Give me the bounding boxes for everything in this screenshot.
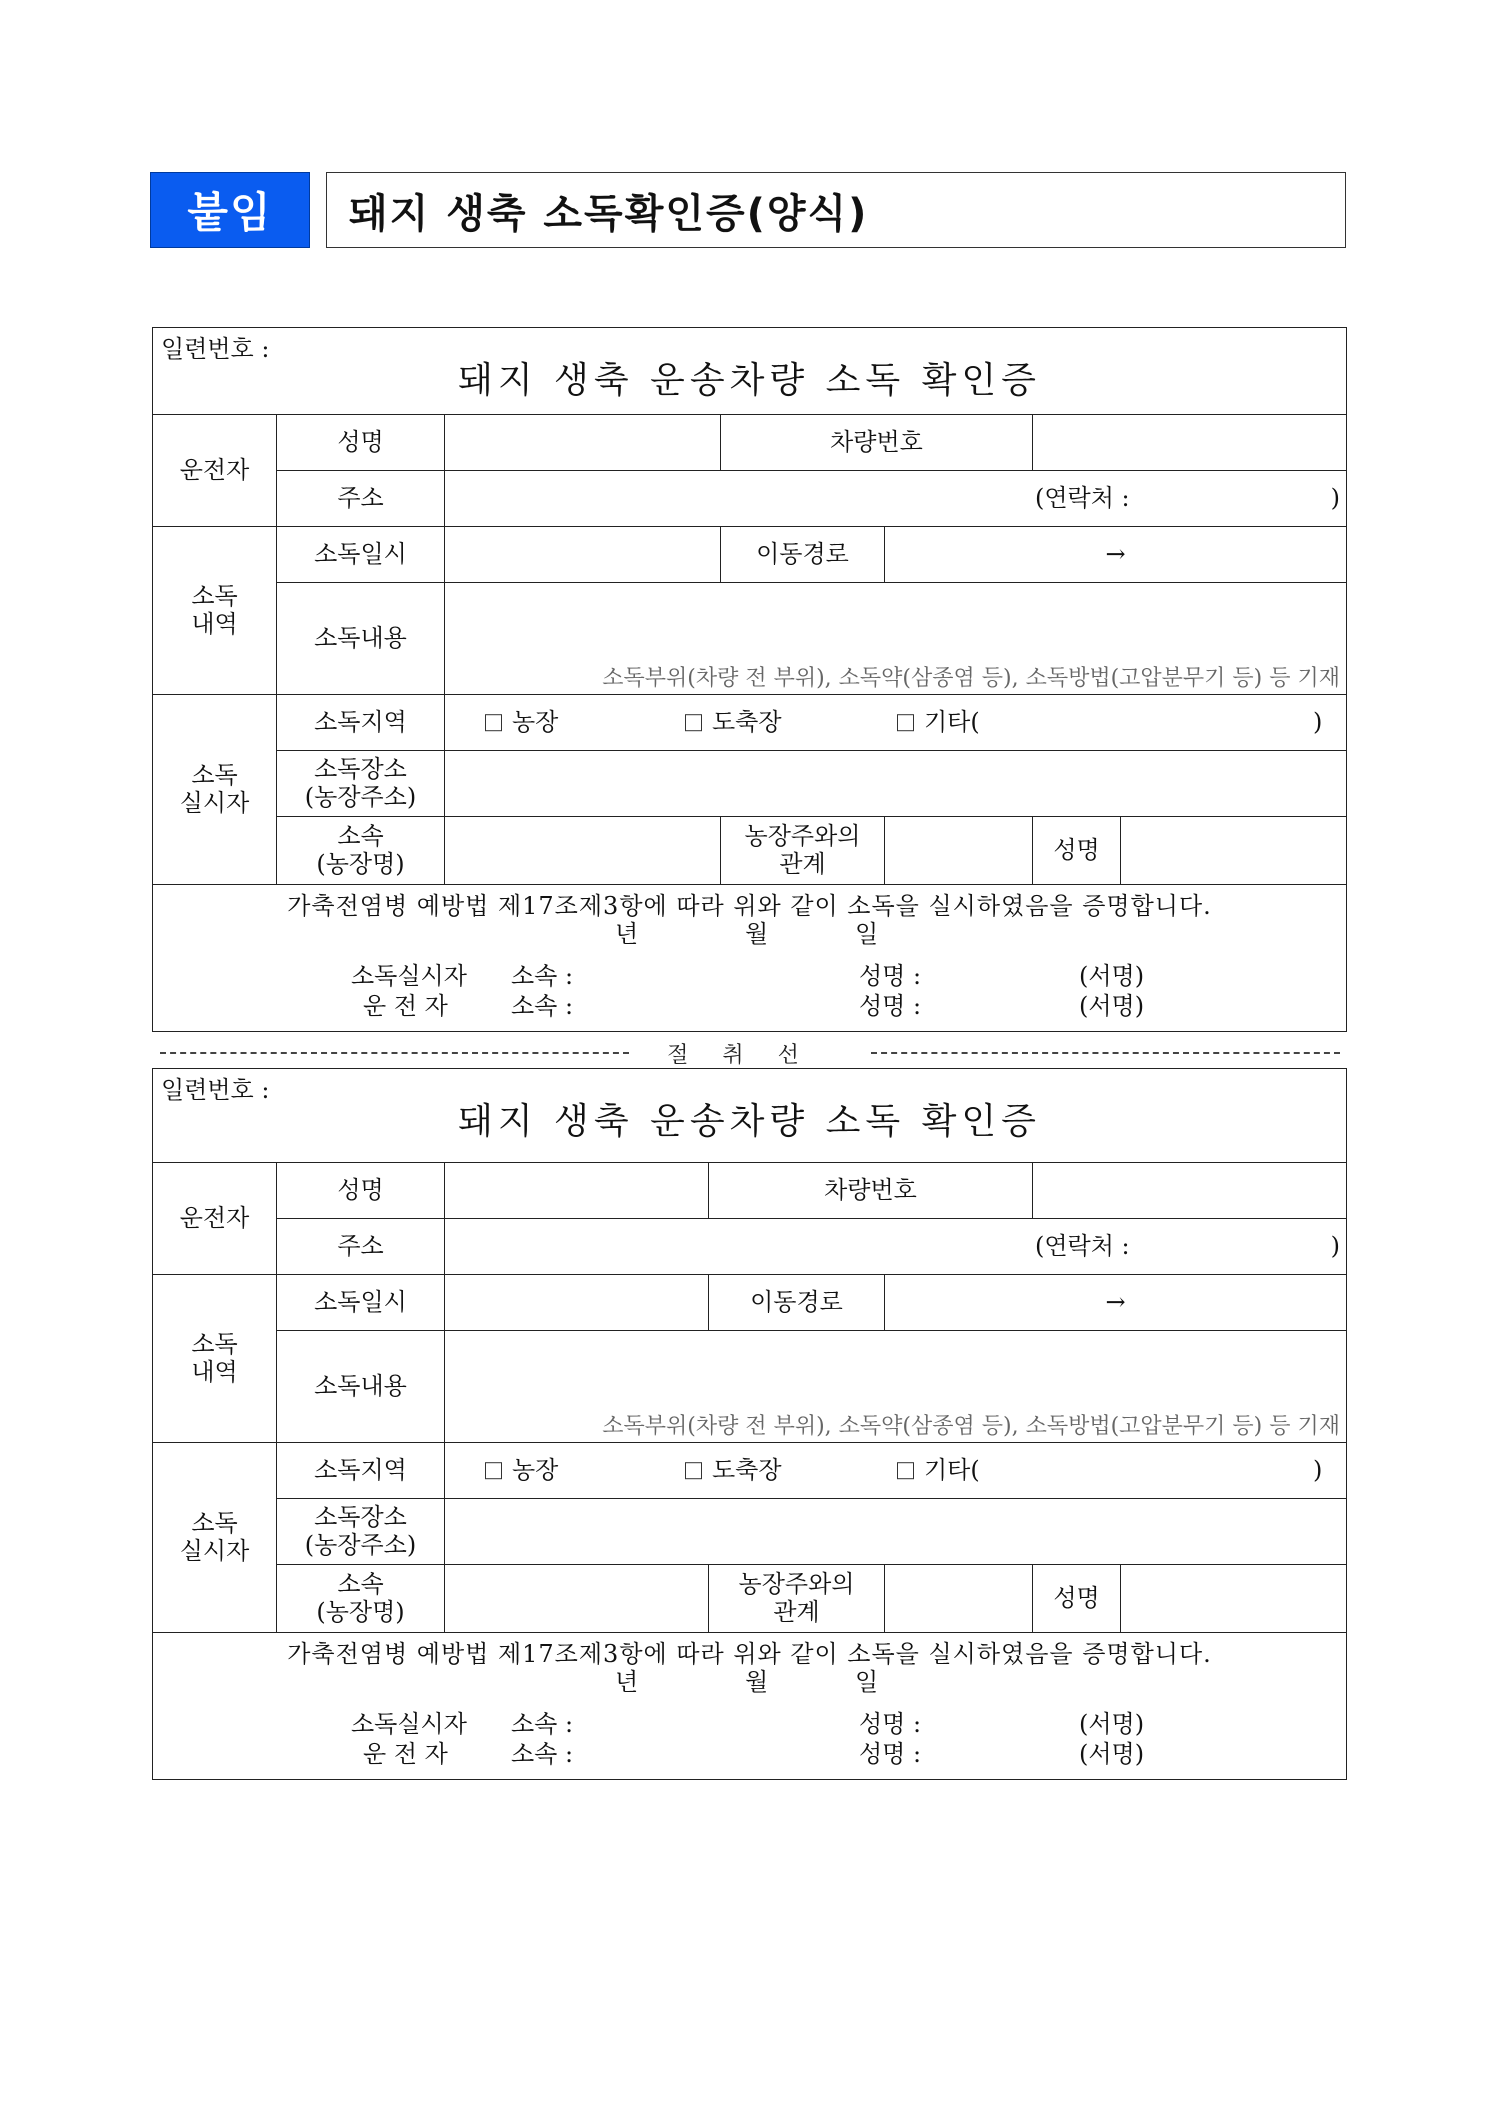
performer-section-label: 소독 실시자 [153, 695, 277, 885]
area-options: 농장 도축장 기타( ) [445, 1443, 1347, 1499]
name-label: 성명 [277, 1163, 445, 1219]
disinfection-section-label: 소독 내역 [153, 527, 277, 695]
signature-slot[interactable]: (서명) [1079, 1740, 1145, 1768]
checkbox-farm[interactable]: 농장 [485, 1457, 558, 1485]
name-field[interactable] [445, 415, 721, 471]
disinfection-content-field[interactable] [445, 1331, 1347, 1443]
place-field[interactable] [445, 751, 1347, 817]
area-label: 소독지역 [277, 1443, 445, 1499]
statement-text: 가축전염병 예방법 제17조제3항에 따라 위와 같이 소독을 실시하였음을 증명합니다. [287, 892, 1212, 920]
date-month: 월 [745, 1668, 769, 1696]
name-field[interactable] [445, 1163, 709, 1219]
signature-slot[interactable]: (서명) [1079, 1710, 1145, 1738]
serial-number-label: 일련번호 : [161, 1076, 270, 1104]
checkbox-slaughterhouse[interactable]: 도축장 [685, 709, 782, 737]
cut-line-label: 절취선 [667, 1042, 833, 1068]
disinfection-note: 소독부위(차량 전 부위), 소독약(삼종염 등), 소독방법(고압분무기 등) 등 기재 [602, 665, 1341, 691]
vehicle-number-field[interactable] [1033, 1163, 1347, 1219]
checkbox-icon [685, 1462, 702, 1479]
disinfection-datetime-label: 소독일시 [277, 1275, 445, 1331]
disinfection-note: 소독부위(차량 전 부위), 소독약(삼종염 등), 소독방법(고압분무기 등) 등 기재 [602, 1413, 1341, 1439]
performer-name-field[interactable] [1121, 817, 1347, 885]
relation-label: 농장주와의 관계 [721, 817, 885, 885]
statement-block: 가축전염병 예방법 제17조제3항에 따라 위와 같이 소독을 실시하였음을 증명합니다. 년 월 일 소독실시자 소속 : 성명 : (서명) 운 전 자 소속 : 성명 : (서명) [153, 1633, 1347, 1780]
address-label: 주소 [277, 1219, 445, 1275]
address-field[interactable]: (연락처 : ) [445, 1219, 1347, 1275]
cut-line [160, 1038, 1340, 1068]
disinfection-datetime-label: 소독일시 [277, 527, 445, 583]
relation-field[interactable] [885, 1565, 1033, 1633]
area-label: 소독지역 [277, 695, 445, 751]
disinfection-content-field[interactable] [445, 583, 1347, 695]
statement-block: 가축전염병 예방법 제17조제3항에 따라 위와 같이 소독을 실시하였음을 증명합니다. 년 월 일 소독실시자 소속 : 성명 : (서명) 운 전 자 소속 : 성명 : (서명) [153, 885, 1347, 1032]
attachment-badge: 붙임 [150, 172, 310, 248]
affiliation-field[interactable] [445, 1565, 709, 1633]
date-day: 일 [855, 1668, 879, 1696]
checkbox-farm[interactable]: 농장 [485, 709, 558, 737]
contact-label: (연락처 : [1035, 1231, 1130, 1260]
checkbox-icon [897, 714, 914, 731]
name-label: 성명 [277, 415, 445, 471]
checkbox-other[interactable]: 기타( [897, 709, 980, 737]
relation-field[interactable] [885, 817, 1033, 885]
certificate-form-top [152, 327, 1346, 1032]
serial-title-cell [153, 1069, 1347, 1163]
affiliation-field[interactable] [445, 817, 721, 885]
address-label: 주소 [277, 471, 445, 527]
checkbox-icon [485, 1462, 502, 1479]
arrow-right-icon: → [1105, 1287, 1126, 1316]
checkbox-icon [897, 1462, 914, 1479]
sign-performer-label: 소독실시자 [351, 1710, 467, 1738]
vehicle-number-label: 차량번호 [721, 415, 1033, 471]
driver-section-label: 운전자 [153, 415, 277, 527]
serial-title-cell [153, 328, 1347, 415]
arrow-right-icon: → [1105, 539, 1126, 568]
affiliation-label: 소속 (농장명) [277, 817, 445, 885]
place-label: 소독장소 (농장주소) [277, 751, 445, 817]
date-year: 년 [615, 1668, 639, 1696]
disinfection-datetime-field[interactable] [445, 1275, 709, 1331]
checkbox-slaughterhouse[interactable]: 도축장 [685, 1457, 782, 1485]
date-day: 일 [855, 920, 879, 948]
page-title: 돼지 생축 소독확인증(양식) [326, 172, 1346, 248]
signature-slot[interactable]: (서명) [1079, 992, 1145, 1020]
checkbox-other[interactable]: 기타( [897, 1457, 980, 1485]
address-field[interactable]: (연락처 : ) [445, 471, 1347, 527]
date-month: 월 [745, 920, 769, 948]
sign-driver-label: 운 전 자 [363, 1740, 448, 1768]
route-label: 이동경로 [721, 527, 885, 583]
sign-performer-label: 소독실시자 [351, 962, 467, 990]
disinfection-datetime-field[interactable] [445, 527, 721, 583]
area-options: 농장 도축장 기타( ) [445, 695, 1347, 751]
place-label: 소독장소 (농장주소) [277, 1499, 445, 1565]
statement-text: 가축전염병 예방법 제17조제3항에 따라 위와 같이 소독을 실시하였음을 증명합니다. [287, 1640, 1212, 1668]
certificate-form-bottom [152, 1068, 1346, 1780]
route-field[interactable] [885, 527, 1347, 583]
certificate-title: 돼지 생축 운송차량 소독 확인증 [458, 1101, 1041, 1142]
signature-slot[interactable]: (서명) [1079, 962, 1145, 990]
vehicle-number-label: 차량번호 [709, 1163, 1033, 1219]
affiliation-label: 소속 (농장명) [277, 1565, 445, 1633]
relation-label: 농장주와의 관계 [709, 1565, 885, 1633]
route-field[interactable] [885, 1275, 1347, 1331]
disinfection-content-label: 소독내용 [277, 1331, 445, 1443]
disinfection-content-label: 소독내용 [277, 583, 445, 695]
vehicle-number-field[interactable] [1033, 415, 1347, 471]
checkbox-icon [485, 714, 502, 731]
route-label: 이동경로 [709, 1275, 885, 1331]
sign-driver-label: 운 전 자 [363, 992, 448, 1020]
performer-name-field[interactable] [1121, 1565, 1347, 1633]
place-field[interactable] [445, 1499, 1347, 1565]
performer-name-label: 성명 [1033, 817, 1121, 885]
certificate-title: 돼지 생축 운송차량 소독 확인증 [458, 360, 1041, 401]
performer-name-label: 성명 [1033, 1565, 1121, 1633]
driver-section-label: 운전자 [153, 1163, 277, 1275]
disinfection-section-label: 소독 내역 [153, 1275, 277, 1443]
checkbox-icon [685, 714, 702, 731]
performer-section-label: 소독 실시자 [153, 1443, 277, 1633]
serial-number-label: 일련번호 : [161, 335, 270, 363]
contact-label: (연락처 : [1035, 483, 1130, 512]
date-year: 년 [615, 920, 639, 948]
